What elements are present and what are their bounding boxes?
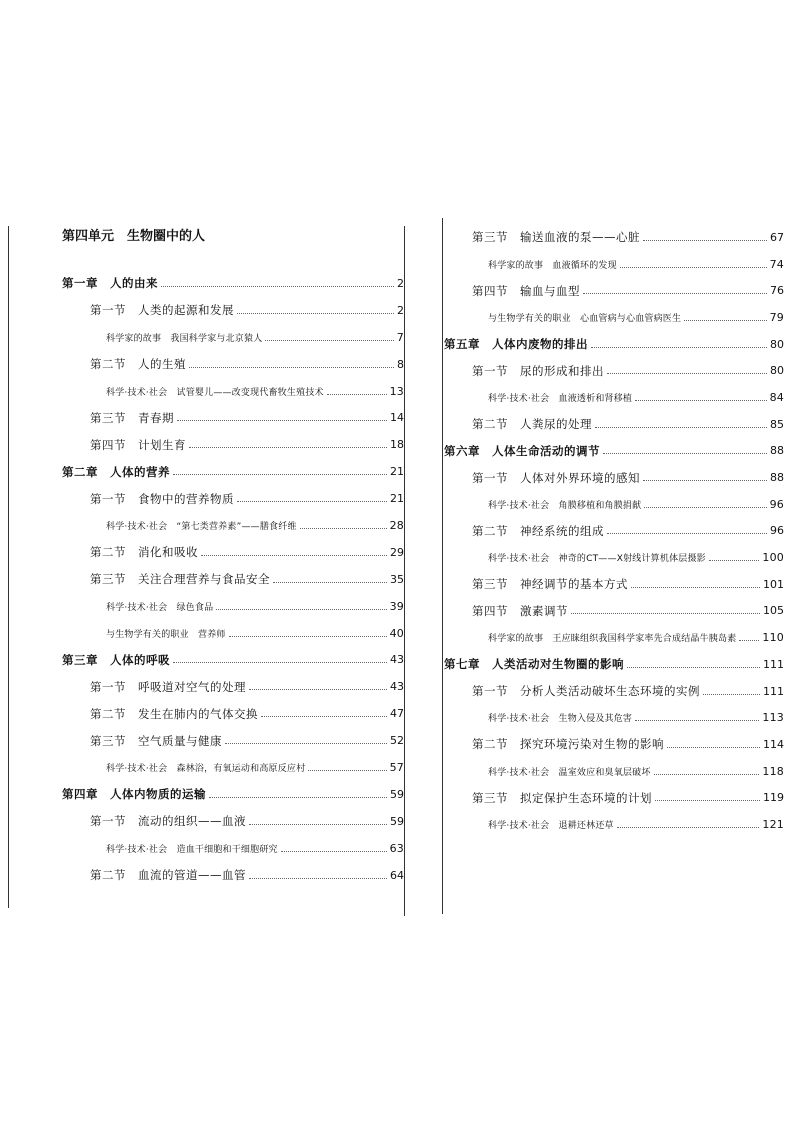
dot-leader <box>161 286 394 287</box>
toc-entry-title: 科学·技术·社会 “第七类营养素”——膳食纤维 <box>106 521 297 532</box>
toc-page-number: 96 <box>769 497 784 511</box>
toc-feature-entry <box>62 512 404 539</box>
toc-page-number: 63 <box>389 841 404 855</box>
dot-leader <box>189 447 387 448</box>
toc-page-number: 80 <box>770 337 784 351</box>
toc-page-number: 88 <box>770 444 784 458</box>
toc-section-entry <box>62 404 404 431</box>
toc-page-number: 110 <box>762 631 784 645</box>
center-divider-right <box>442 218 443 914</box>
toc-feature-entry <box>444 491 784 518</box>
toc-page-number: 85 <box>770 417 784 431</box>
toc-section-entry <box>444 277 784 304</box>
toc-entry-title: 第四节 输血与血型 <box>472 283 580 298</box>
toc-section-entry <box>62 862 404 889</box>
toc-entry-title: 第二节 神经系统的组成 <box>472 523 604 538</box>
toc-chapter-entry <box>444 438 784 465</box>
toc-page-number: 21 <box>390 492 404 506</box>
dot-leader <box>703 694 760 695</box>
toc-entry-title: 第二节 消化和吸收 <box>90 545 198 560</box>
toc-section-entry <box>62 351 404 378</box>
toc-page-number: 21 <box>390 465 404 479</box>
dot-leader <box>237 313 394 314</box>
dot-leader <box>261 716 387 717</box>
toc-feature-entry <box>62 324 404 351</box>
toc-entry-title: 第四节 计划生育 <box>90 437 186 452</box>
toc-section-entry <box>62 700 404 727</box>
toc-entry-title: 第一节 人体对外界环境的感知 <box>472 470 640 485</box>
toc-entry-title: 第二节 探究环境污染对生物的影响 <box>472 737 664 752</box>
toc-chapter-entry <box>444 651 784 678</box>
toc-section-entry <box>62 297 404 324</box>
dot-leader <box>709 560 760 561</box>
toc-page-number: 28 <box>389 518 404 532</box>
toc-entry-title: 第七章 人类活动对生物圈的影响 <box>444 657 624 672</box>
toc-page-number: 96 <box>770 524 784 538</box>
toc-feature-entry <box>62 378 404 405</box>
dot-leader <box>643 480 767 481</box>
toc-section-entry <box>62 485 404 512</box>
dot-leader <box>249 878 387 879</box>
dot-leader <box>607 373 767 374</box>
dot-leader <box>571 613 760 614</box>
toc-entry-title: 第三节 青春期 <box>90 410 174 425</box>
toc-page-number: 35 <box>390 572 404 586</box>
toc-section-entry <box>444 784 784 811</box>
toc-section-entry <box>444 678 784 705</box>
toc-section-entry <box>444 224 784 251</box>
toc-entry-title: 第三节 输送血液的泵——心脏 <box>472 230 640 245</box>
dot-leader <box>635 720 759 721</box>
toc-entry-title: 第二节 人粪尿的处理 <box>472 417 592 432</box>
dot-leader <box>655 800 760 801</box>
toc-page-number: 100 <box>762 551 784 565</box>
toc-entry-title: 科学·技术·社会 血液透析和肾移植 <box>488 393 633 404</box>
toc-entry-title: 第三章 人体的呼吸 <box>62 652 170 667</box>
dot-leader <box>300 528 387 529</box>
left-column <box>62 226 404 888</box>
toc-entry-title: 第一节 食物中的营养物质 <box>90 491 234 506</box>
toc-chapter-entry <box>444 331 784 358</box>
dot-leader <box>173 662 387 663</box>
toc-entry-title: 科学·技术·社会 试管婴儿——改变现代畜牧生殖技术 <box>106 387 324 398</box>
toc-section-entry <box>62 566 404 593</box>
dot-leader <box>654 774 760 775</box>
dot-leader <box>189 367 394 368</box>
dot-leader <box>281 851 387 852</box>
toc-feature-entry <box>62 835 404 862</box>
toc-entry-title: 第五章 人体内废物的排出 <box>444 337 588 352</box>
toc-page-number: 14 <box>390 411 404 425</box>
toc-feature-entry <box>444 544 784 571</box>
toc-feature-entry <box>444 704 784 731</box>
toc-page-number: 52 <box>390 734 404 748</box>
center-divider-left <box>404 226 405 916</box>
toc-section-entry <box>444 357 784 384</box>
toc-entry-title: 科学·技术·社会 绿色食品 <box>106 602 214 613</box>
toc-page-number: 13 <box>389 384 404 398</box>
toc-section-entry <box>62 539 404 566</box>
dot-leader <box>249 689 387 690</box>
dot-leader <box>643 240 767 241</box>
toc-entry-title: 科学·技术·社会 森林浴，有氧运动和高原反应村 <box>106 763 306 774</box>
dot-leader <box>177 420 387 421</box>
toc-entry-title: 第二节 人的生殖 <box>90 357 186 372</box>
toc-entry-title: 科学·技术·社会 生物入侵及其危害 <box>488 714 633 725</box>
toc-entry-title: 第三节 神经调节的基本方式 <box>472 577 628 592</box>
toc-entry-title: 第一节 流动的组织——血液 <box>90 814 246 829</box>
dot-leader <box>583 293 767 294</box>
toc-section-entry <box>444 731 784 758</box>
toc-entry-title: 科学·技术·社会 造血干细胞和干细胞研究 <box>106 844 278 855</box>
right-toc-list <box>444 224 784 838</box>
toc-entry-title: 第三节 拟定保护生态环境的计划 <box>472 790 652 805</box>
toc-entry-title: 科学·技术·社会 退耕还林还草 <box>488 820 614 831</box>
toc-chapter-entry <box>62 458 404 485</box>
dot-leader <box>635 400 766 401</box>
toc-feature-entry <box>62 593 404 620</box>
toc-feature-entry <box>444 811 784 838</box>
toc-section-entry <box>444 411 784 438</box>
toc-page-number: 74 <box>769 257 784 271</box>
dot-leader <box>237 501 387 502</box>
right-column <box>444 224 784 838</box>
dot-leader <box>667 747 760 748</box>
toc-entry-title: 第二节 发生在肺内的气体交换 <box>90 706 258 721</box>
toc-feature-entry <box>444 624 784 651</box>
dot-leader <box>603 453 767 454</box>
toc-page-number: 118 <box>762 764 784 778</box>
toc-page-number: 57 <box>389 760 404 774</box>
toc-page-number: 29 <box>390 545 404 559</box>
dot-leader <box>631 587 760 588</box>
dot-leader <box>249 824 387 825</box>
toc-entry-title: 科学·技术·社会 温室效应和臭氧层破坏 <box>488 767 651 778</box>
toc-page-number: 111 <box>763 684 784 698</box>
toc-entry-title: 第四节 激素调节 <box>472 603 568 618</box>
toc-entry-title: 第一节 尿的形成和排出 <box>472 363 604 378</box>
toc-entry-title: 与生物学有关的职业 心血管病与心血管病医生 <box>488 313 682 324</box>
dot-leader <box>591 347 767 348</box>
dot-leader <box>327 394 387 395</box>
toc-page-number: 105 <box>763 604 784 618</box>
toc-page-number: 2 <box>397 276 404 290</box>
toc-page-number: 47 <box>390 707 404 721</box>
toc-page-number: 43 <box>390 653 404 667</box>
unit-title: 第四单元 生物圈中的人 <box>62 229 206 244</box>
toc-page-number: 59 <box>390 814 404 828</box>
dot-leader <box>273 582 387 583</box>
toc-page-number: 111 <box>763 657 784 671</box>
dot-leader <box>201 555 387 556</box>
toc-section-entry <box>444 571 784 598</box>
toc-page-number: 84 <box>769 390 784 404</box>
dot-leader <box>684 320 766 321</box>
toc-page-number: 119 <box>763 791 784 805</box>
toc-page-number: 64 <box>390 868 404 882</box>
toc-page-number: 80 <box>770 364 784 378</box>
toc-entry-title: 第六章 人体生命活动的调节 <box>444 443 600 458</box>
toc-section-entry <box>444 464 784 491</box>
dot-leader <box>617 827 760 828</box>
dot-leader <box>739 640 759 641</box>
toc-page-number: 76 <box>770 284 784 298</box>
dot-leader <box>216 609 386 610</box>
toc-page-number: 88 <box>770 471 784 485</box>
toc-feature-entry <box>444 304 784 331</box>
dot-leader <box>265 340 393 341</box>
toc-chapter-entry <box>62 646 404 673</box>
left-toc-list <box>62 270 404 888</box>
toc-page-number: 113 <box>762 711 784 725</box>
toc-entry-title: 与生物学有关的职业 营养师 <box>106 629 226 640</box>
toc-page-number: 39 <box>389 599 404 613</box>
toc-page-number: 2 <box>397 303 404 317</box>
toc-entry-title: 科学·技术·社会 神奇的CT——X射线计算机体层摄影 <box>488 554 706 565</box>
toc-page-number: 43 <box>390 680 404 694</box>
toc-section-entry <box>62 808 404 835</box>
dot-leader <box>620 267 767 268</box>
dot-leader <box>308 770 386 771</box>
dot-leader <box>607 533 767 534</box>
toc-feature-entry <box>62 754 404 781</box>
toc-entry-title: 科学·技术·社会 角膜移植和角膜捐献 <box>488 500 642 511</box>
toc-entry-title: 科学家的故事 血液循环的发现 <box>488 260 617 271</box>
left-edge-rule <box>8 226 9 908</box>
toc-feature-entry <box>444 251 784 278</box>
toc-section-entry <box>62 727 404 754</box>
toc-entry-title: 科学家的故事 王应睐组织我国科学家率先合成结晶牛胰岛素 <box>488 634 737 645</box>
toc-entry-title: 第一节 分析人类活动破坏生态环境的实例 <box>472 684 700 699</box>
dot-leader <box>225 743 387 744</box>
toc-entry-title: 第二节 血流的管道——血管 <box>90 868 246 883</box>
toc-entry-title: 第一节 呼吸道对空气的处理 <box>90 679 246 694</box>
toc-page-number: 59 <box>390 787 404 801</box>
dot-leader <box>229 636 387 637</box>
toc-entry-title: 第三节 关注合理营养与食品安全 <box>90 572 270 587</box>
toc-entry-title: 第二章 人体的营养 <box>62 464 170 479</box>
toc-chapter-entry <box>62 270 404 297</box>
toc-page-number: 67 <box>770 230 784 244</box>
toc-section-entry <box>444 518 784 545</box>
dot-leader <box>209 797 387 798</box>
toc-section-entry <box>62 431 404 458</box>
toc-section-entry <box>62 673 404 700</box>
toc-page-number: 7 <box>396 330 404 344</box>
toc-entry-title: 第三节 空气质量与健康 <box>90 733 222 748</box>
toc-page-number: 8 <box>397 357 404 371</box>
dot-leader <box>644 507 766 508</box>
toc-entry-title: 第一节 人类的起源和发展 <box>90 303 234 318</box>
toc-page-number: 101 <box>763 577 784 591</box>
toc-page-number: 121 <box>762 817 784 831</box>
toc-entry-title: 科学家的故事 我国科学家与北京猿人 <box>106 333 263 344</box>
dot-leader <box>173 474 387 475</box>
toc-feature-entry <box>444 384 784 411</box>
toc-page-number: 79 <box>769 310 784 324</box>
toc-section-entry <box>444 598 784 625</box>
toc-page-number: 40 <box>389 626 404 640</box>
toc-entry-title: 第四章 人体内物质的运输 <box>62 787 206 802</box>
toc-page-number: 114 <box>763 737 784 751</box>
toc-feature-entry <box>62 620 404 647</box>
toc-entry-title: 第一章 人的由来 <box>62 276 158 291</box>
toc-chapter-entry <box>62 781 404 808</box>
dot-leader <box>627 667 760 668</box>
toc-feature-entry <box>444 758 784 785</box>
toc-page-number: 18 <box>390 438 404 452</box>
dot-leader <box>595 427 767 428</box>
